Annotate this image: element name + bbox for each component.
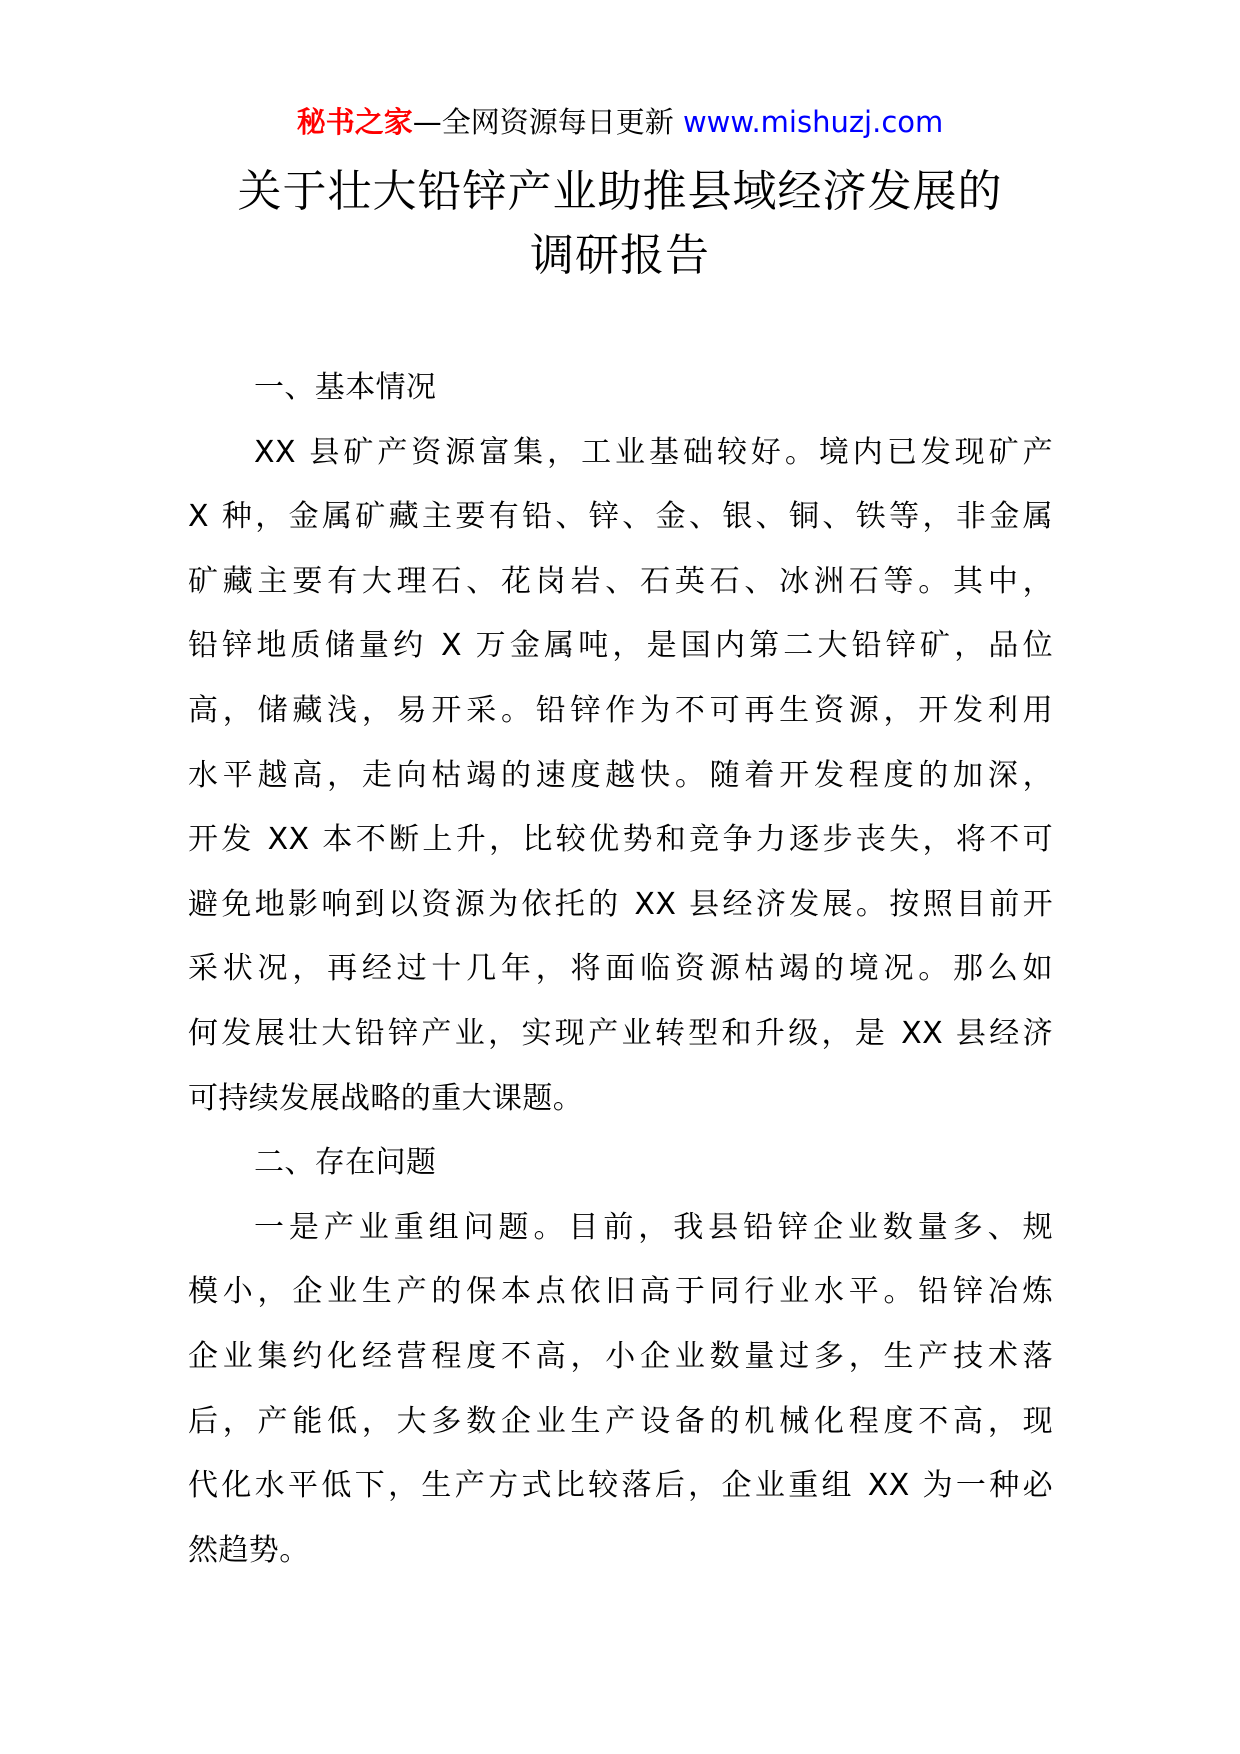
paragraph-line: 一是产业重组问题。目前，我县铅锌企业数量多、规	[254, 1209, 1053, 1245]
title-line-2: 调研报告	[530, 230, 710, 281]
paragraph-line: 代化水平低下，生产方式比较落后，企业重组 XX 为一种必	[188, 1468, 1053, 1504]
paragraph-line: 后，产能低，大多数企业生产设备的机械化程度不高，现	[188, 1403, 1053, 1439]
site-header-banner	[0, 100, 1240, 144]
paragraph-line: 企业集约化经营程度不高，小企业数量过多，生产技术落	[188, 1338, 1053, 1374]
title-line-1: 关于壮大铅锌产业助推县域经济发展的	[237, 166, 1003, 217]
paragraph-line: 采状况，再经过十几年，将面临资源枯竭的境况。那么如	[188, 951, 1053, 987]
document-body	[188, 356, 1053, 1583]
paragraph-line: 水平越高，走向枯竭的速度越快。随着开发程度的加深，	[188, 757, 1053, 793]
section-heading-existing-problems: 二、存在问题	[254, 1145, 437, 1181]
paragraph-line: 模小，企业生产的保本点依旧高于同行业水平。铅锌冶炼	[188, 1274, 1053, 1310]
paragraph-line: 开发 XX 本不断上升，比较优势和竞争力逐步丧失，将不可	[188, 822, 1053, 858]
header-slogan: —全网资源每日更新	[412, 105, 683, 139]
paragraph-line: 铅锌地质储量约 X 万金属吨，是国内第二大铅锌矿，品位	[188, 628, 1053, 664]
document-title	[0, 160, 1240, 288]
site-url-link[interactable]: www.mishuzj.com	[682, 105, 944, 139]
paragraph-line: X 种，金属矿藏主要有铅、锌、金、银、铜、铁等，非金属	[188, 499, 1053, 535]
paragraph-line: 矿藏主要有大理石、花岗岩、石英石、冰洲石等。其中，	[188, 563, 1053, 599]
section-heading-basic-situation: 一、基本情况	[254, 370, 437, 405]
paragraph-line: 可持续发展战略的重大课题。	[188, 1080, 584, 1116]
brand-name: 秘书之家	[296, 105, 413, 139]
paragraph-line: 何发展壮大铅锌产业，实现产业转型和升级，是 XX 县经济	[188, 1015, 1053, 1051]
paragraph-line: 避免地影响到以资源为依托的 XX 县经济发展。按照目前开	[188, 886, 1053, 922]
paragraph-line: 然趋势。	[188, 1532, 310, 1568]
paragraph-line: 高，储藏浅，易开采。铅锌作为不可再生资源，开发利用	[188, 692, 1053, 728]
paragraph-line: XX 县矿产资源富集，工业基础较好。境内已发现矿产	[254, 434, 1053, 470]
